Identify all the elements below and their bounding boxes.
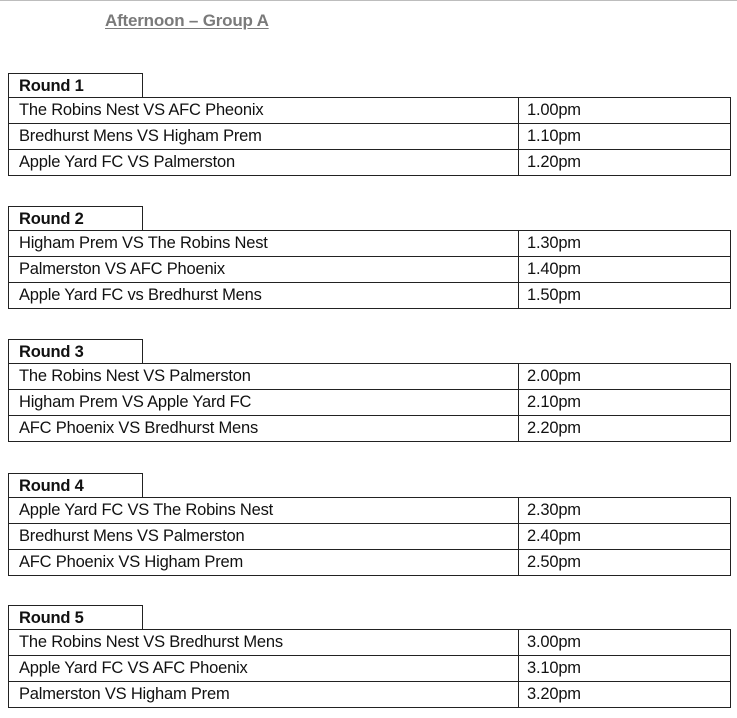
match-cell: Apple Yard FC VS Palmerston bbox=[9, 150, 519, 176]
time-cell: 1.20pm bbox=[519, 150, 731, 176]
match-cell: Apple Yard FC VS The Robins Nest bbox=[9, 498, 519, 524]
top-divider bbox=[0, 0, 737, 1]
table-row bbox=[9, 257, 731, 283]
time-cell: 3.10pm bbox=[519, 656, 731, 682]
table-row bbox=[9, 682, 731, 708]
table-row bbox=[9, 124, 731, 150]
time-cell: 1.10pm bbox=[519, 124, 731, 150]
round-header: Round 3 bbox=[8, 339, 143, 363]
match-cell: Apple Yard FC vs Bredhurst Mens bbox=[9, 283, 519, 309]
table-row bbox=[9, 231, 731, 257]
time-cell: 3.00pm bbox=[519, 630, 731, 656]
round-header: Round 1 bbox=[8, 73, 143, 97]
table-row bbox=[9, 416, 731, 442]
time-cell: 1.40pm bbox=[519, 257, 731, 283]
match-cell: Higham Prem VS Apple Yard FC bbox=[9, 390, 519, 416]
match-cell: Higham Prem VS The Robins Nest bbox=[9, 231, 519, 257]
fixtures-table bbox=[8, 363, 731, 442]
table-row bbox=[9, 364, 731, 390]
time-cell: 2.30pm bbox=[519, 498, 731, 524]
time-cell: 2.00pm bbox=[519, 364, 731, 390]
round-5 bbox=[8, 605, 730, 708]
time-cell: 2.20pm bbox=[519, 416, 731, 442]
table-row bbox=[9, 150, 731, 176]
round-header: Round 5 bbox=[8, 605, 143, 629]
table-row bbox=[9, 390, 731, 416]
time-cell: 1.50pm bbox=[519, 283, 731, 309]
table-row bbox=[9, 630, 731, 656]
match-cell: The Robins Nest VS AFC Pheonix bbox=[9, 98, 519, 124]
time-cell: 2.40pm bbox=[519, 524, 731, 550]
table-row bbox=[9, 524, 731, 550]
fixtures-table bbox=[8, 497, 731, 576]
match-cell: AFC Phoenix VS Bredhurst Mens bbox=[9, 416, 519, 442]
fixtures-table bbox=[8, 97, 731, 176]
time-cell: 1.00pm bbox=[519, 98, 731, 124]
match-cell: Bredhurst Mens VS Palmerston bbox=[9, 524, 519, 550]
round-header: Round 2 bbox=[8, 206, 143, 230]
round-1 bbox=[8, 73, 730, 176]
fixtures-table bbox=[8, 629, 731, 708]
match-cell: Palmerston VS Higham Prem bbox=[9, 682, 519, 708]
fixtures-table bbox=[8, 230, 731, 309]
time-cell: 1.30pm bbox=[519, 231, 731, 257]
round-4 bbox=[8, 473, 730, 576]
table-row bbox=[9, 98, 731, 124]
round-3 bbox=[8, 339, 730, 442]
match-cell: Apple Yard FC VS AFC Phoenix bbox=[9, 656, 519, 682]
time-cell: 3.20pm bbox=[519, 682, 731, 708]
match-cell: Palmerston VS AFC Phoenix bbox=[9, 257, 519, 283]
match-cell: The Robins Nest VS Bredhurst Mens bbox=[9, 630, 519, 656]
time-cell: 2.10pm bbox=[519, 390, 731, 416]
time-cell: 2.50pm bbox=[519, 550, 731, 576]
table-row bbox=[9, 283, 731, 309]
round-2 bbox=[8, 206, 730, 309]
match-cell: Bredhurst Mens VS Higham Prem bbox=[9, 124, 519, 150]
table-row bbox=[9, 550, 731, 576]
page-title: Afternoon – Group A bbox=[105, 11, 269, 30]
match-cell: AFC Phoenix VS Higham Prem bbox=[9, 550, 519, 576]
table-row bbox=[9, 656, 731, 682]
round-header: Round 4 bbox=[8, 473, 143, 497]
match-cell: The Robins Nest VS Palmerston bbox=[9, 364, 519, 390]
table-row bbox=[9, 498, 731, 524]
